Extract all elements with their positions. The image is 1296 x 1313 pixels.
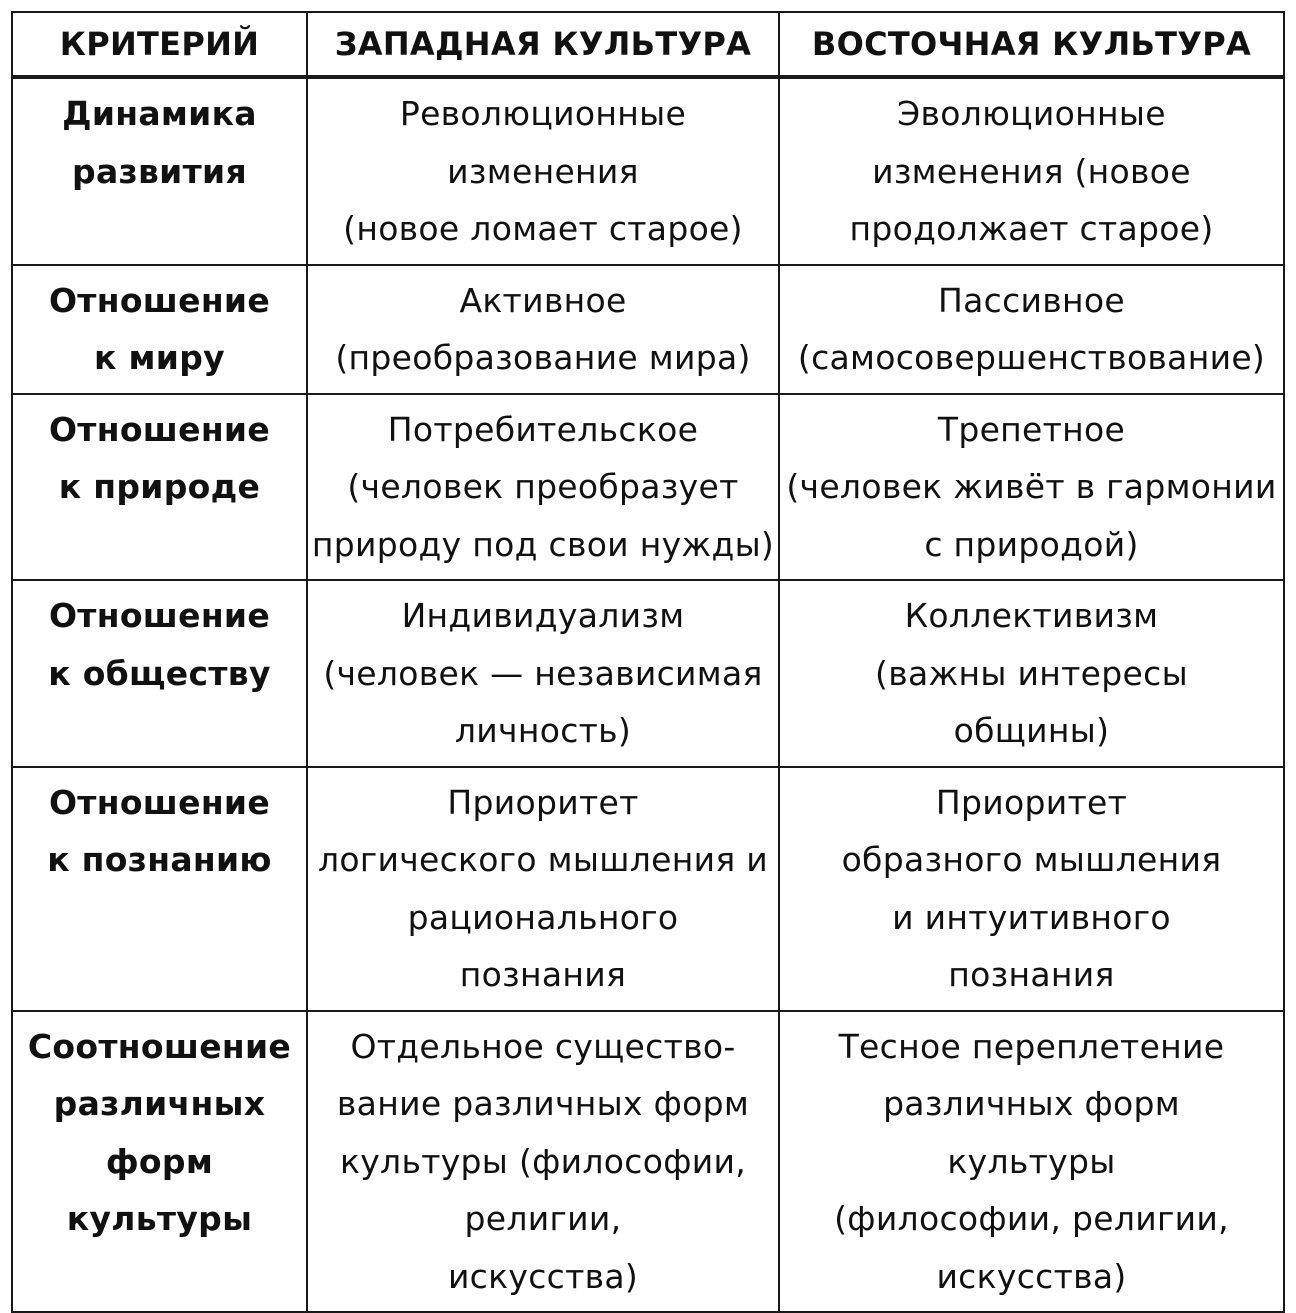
table-row — [12, 1011, 1284, 1313]
table-row — [12, 767, 1284, 1011]
west-cell — [307, 1011, 779, 1313]
criterion-text: Отношение к познанию — [47, 782, 272, 879]
west-cell — [307, 265, 779, 394]
west-cell — [307, 394, 779, 581]
table-row — [12, 580, 1284, 767]
west-text: Приоритет логического мышления и рационального познания — [317, 782, 769, 994]
header-criterion: КРИТЕРИЙ — [12, 12, 307, 77]
east-cell — [779, 767, 1284, 1011]
criterion-text: Отношение к миру — [48, 280, 271, 377]
east-cell — [779, 394, 1284, 581]
criterion-text: Соотношение различных форм культуры — [27, 1026, 292, 1238]
criterion-text: Динамика развития — [62, 94, 257, 191]
west-cell — [307, 580, 779, 767]
east-text: Тесное переплетение различных форм культуры (философии, религии, искусства) — [834, 1026, 1229, 1296]
west-text: Революционные изменения (новое ломает старое) — [343, 94, 743, 248]
criterion-cell — [12, 580, 307, 767]
west-text: Отдельное существо- вание различных форм культуры (философии, религии, искусства) — [336, 1026, 750, 1296]
east-cell — [779, 77, 1284, 265]
criterion-cell — [12, 77, 307, 265]
west-text: Активное (преобразование мира) — [335, 280, 751, 377]
criterion-cell — [12, 767, 307, 1011]
east-text: Приоритет образного мышления и интуитивного познания — [841, 782, 1222, 994]
header-row — [12, 12, 1284, 77]
west-cell — [307, 767, 779, 1011]
criterion-text: Отношение к обществу — [48, 596, 271, 693]
east-text: Трепетное (человек живёт в гармонии с природой) — [786, 409, 1277, 564]
east-text: Коллективизм (важны интересы общины) — [875, 596, 1188, 750]
header-east: ВОСТОЧНАЯ КУЛЬТУРА — [779, 12, 1284, 77]
east-text: Пассивное (самосовершенствование) — [797, 280, 1266, 377]
east-cell — [779, 1011, 1284, 1313]
east-cell — [779, 265, 1284, 394]
east-text: Эволюционные изменения (новое продолжает старое) — [849, 94, 1214, 248]
criterion-text: Отношение к природе — [48, 409, 271, 506]
west-cell — [307, 77, 779, 265]
criterion-cell — [12, 1011, 307, 1313]
criterion-cell — [12, 265, 307, 394]
east-cell — [779, 580, 1284, 767]
comparison-table — [11, 11, 1285, 1313]
header-west: ЗАПАДНАЯ КУЛЬТУРА — [307, 12, 779, 77]
west-text: Индивидуализм (человек — независимая личность) — [323, 596, 763, 750]
table-row — [12, 394, 1284, 581]
table-row — [12, 77, 1284, 265]
table-row — [12, 265, 1284, 394]
criterion-cell — [12, 394, 307, 581]
west-text: Потребительское (человек преобразует природу под свои нужды) — [311, 409, 775, 564]
